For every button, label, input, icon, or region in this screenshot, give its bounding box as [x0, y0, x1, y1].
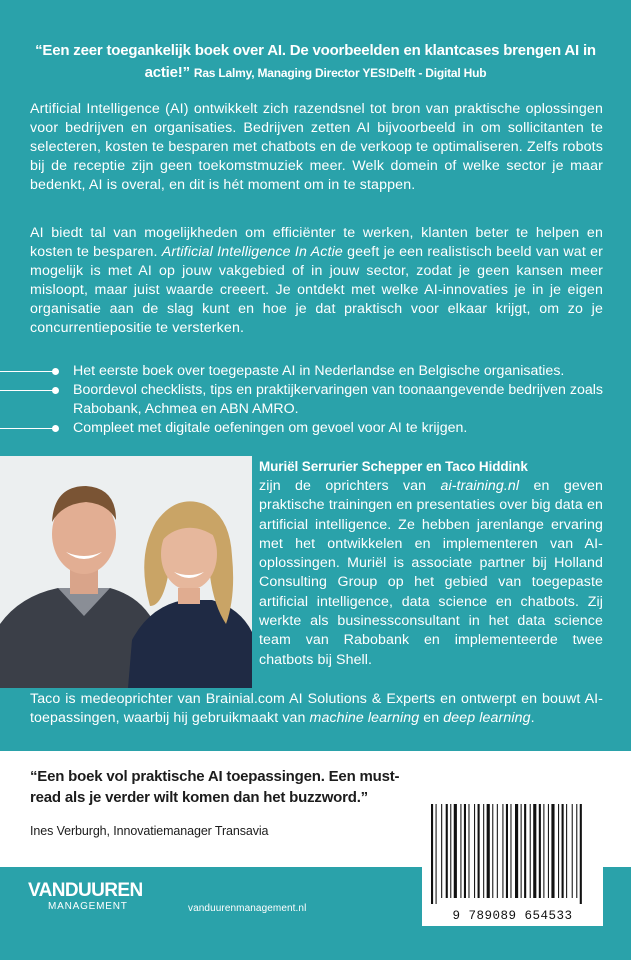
author-photo [0, 456, 252, 688]
bio-taco: Taco is medeoprichter van Brainial.com AI Solutions & Experts en ontwerpt en bouwt AI-toepassingen, waarbij hij gebruikmaakt van [30, 691, 603, 727]
bullet-text: Compleet met digitale oefeningen om gevoel voor AI te krijgen. [73, 420, 468, 436]
barcode-bar [497, 804, 498, 898]
barcode-bar [551, 804, 554, 898]
bullet-item [0, 419, 631, 438]
barcode-bar [521, 804, 522, 898]
barcode-bar [580, 804, 582, 904]
publisher-logo-main: VANDUUREN [28, 880, 143, 901]
bottom-quote-text: “Een boek vol praktische AI toepassingen. Een must-read als je verder wilt komen dan het buzzword.” [30, 768, 400, 806]
barcode-bar [492, 804, 493, 898]
training-website: ai-training.nl [440, 478, 520, 494]
second-paragraph [30, 224, 603, 338]
barcode-bar [483, 804, 484, 898]
barcode-bar [441, 804, 442, 898]
bio-machine-learning: machine learning [309, 710, 420, 727]
bullet-item [0, 362, 631, 381]
barcode-bar [524, 804, 526, 898]
barcode-bar [454, 804, 457, 898]
barcode-bar [548, 804, 549, 898]
barcode-bar [558, 804, 559, 898]
bullet-item [0, 381, 631, 419]
barcode-bar [446, 804, 448, 898]
bullet-line [0, 371, 54, 372]
authors-bio [259, 477, 603, 670]
publisher-website: vanduurenmanagement.nl [188, 903, 307, 914]
barcode-bar [562, 804, 564, 898]
author-photo-illustration [0, 456, 252, 688]
bullet-text: Het eerste boek over toegepaste AI in Nederlandse en Belgische organisaties. [73, 363, 565, 379]
top-quote-attribution: Ras Lalmy, Managing Director YES!Delft - Digital Hub [193, 66, 487, 80]
isbn-number: 9 789089 654533 [452, 909, 573, 923]
barcode-bar [566, 804, 567, 898]
top-quote-text: “Een zeer toegankelijk boek over AI. De voorbeelden en klantcases brengen AI in actie!” [35, 42, 596, 81]
barcode-bar [572, 804, 573, 898]
barcode-bar [533, 804, 536, 898]
barcode-bar [506, 804, 508, 898]
barcode-bar [576, 804, 577, 898]
bullet-dot-icon [52, 368, 59, 375]
bullet-dot-icon [52, 425, 59, 432]
barcode-bar [431, 804, 433, 904]
bullet-line [0, 428, 54, 429]
barcode-bar [530, 804, 531, 898]
bottom-quote-attribution: Ines Verburgh, Innovatiemanager Transavia [30, 824, 269, 838]
barcode-bar [464, 804, 466, 898]
barcode-bar [539, 804, 541, 898]
bio-part1: zijn de oprichters van [259, 478, 441, 494]
top-quote [30, 40, 601, 84]
bio-end: . [530, 710, 535, 727]
barcode-bar [487, 804, 490, 898]
barcode [422, 798, 603, 926]
barcode-bar [436, 804, 437, 904]
authors-heading: Muriël Serrurier Schepper en Taco Hiddink [259, 459, 528, 474]
intro-paragraph: Artificial Intelligence (AI) ontwikkelt zich razendsnel tot bron van praktische oplossingen voor bedrijven en organisaties. Bedrijven zetten AI bijvoorbeeld in om sollicitanten te selecteren, kosten te besparen met chatbots en de verkoop te optimaliseren. Zelfs robots bij de receptie zijn geen toekomstmuziek meer. Welk domein of welke sector je maar bedenkt, AI is overal, en dit is hét moment om in te stappen. [30, 101, 603, 193]
barcode-bar [502, 804, 503, 898]
bullet-list [0, 362, 631, 438]
barcode-bar [460, 804, 461, 898]
second-paragraph-part2: geeft je een realistisch beeld van wat er mogelijk is met AI op jouw vakgebied of in jouw sector, zodat je geen kansen meer misloopt, maar juist waarde creeert. Je ontdekt met welke AI-innovaties je in je eigen organisatie aan de slag kunt en hoe je dat praktisch voor elkaar krijgt, om zo je concurrentiepositie te versterken. [30, 244, 603, 336]
bullet-text: Boordevol checklists, tips en praktijkervaringen van toonaangevende bedrijven zoals Rabobank, Achmea en ABN AMRO. [73, 382, 603, 417]
barcode-bar [474, 804, 475, 898]
barcode-bar [450, 804, 451, 898]
bullet-dot-icon [52, 387, 59, 394]
barcode-icon [429, 804, 596, 904]
bullet-line [0, 390, 54, 391]
publisher-logo-sub: MANAGEMENT [48, 901, 128, 912]
barcode-bar [515, 804, 518, 898]
barcode-bar [510, 804, 511, 898]
bio-deep-learning: deep learning [443, 710, 531, 727]
barcode-bar [478, 804, 480, 898]
barcode-bar [543, 804, 544, 898]
second-paragraph-part1: AI biedt tal van mogelijkheden om efficiënter te werken, klanten beter te helpen en kosten te besparen. [30, 225, 603, 260]
publisher-logo [28, 881, 143, 913]
bio-part2: en geven praktische trainingen en presentaties over big data en artificial intelligence. Ze hebben jarenlange ervaring met het ontwikkelen en implementeren van AI-oplossingen. Muriël is associate partner bij Holland Consulting Group op het gebied van toegepaste artificial intelligence, data science en chatbots. Zij werkte als businessconsultant in het data science team van Rabobank en implementeerde twee chatbots bij Shell. [259, 478, 603, 668]
authors-bio-continued [30, 690, 603, 729]
bio-and: en [419, 710, 444, 727]
barcode-bar [468, 804, 469, 898]
book-title: Artificial Intelligence In Actie [161, 244, 343, 260]
